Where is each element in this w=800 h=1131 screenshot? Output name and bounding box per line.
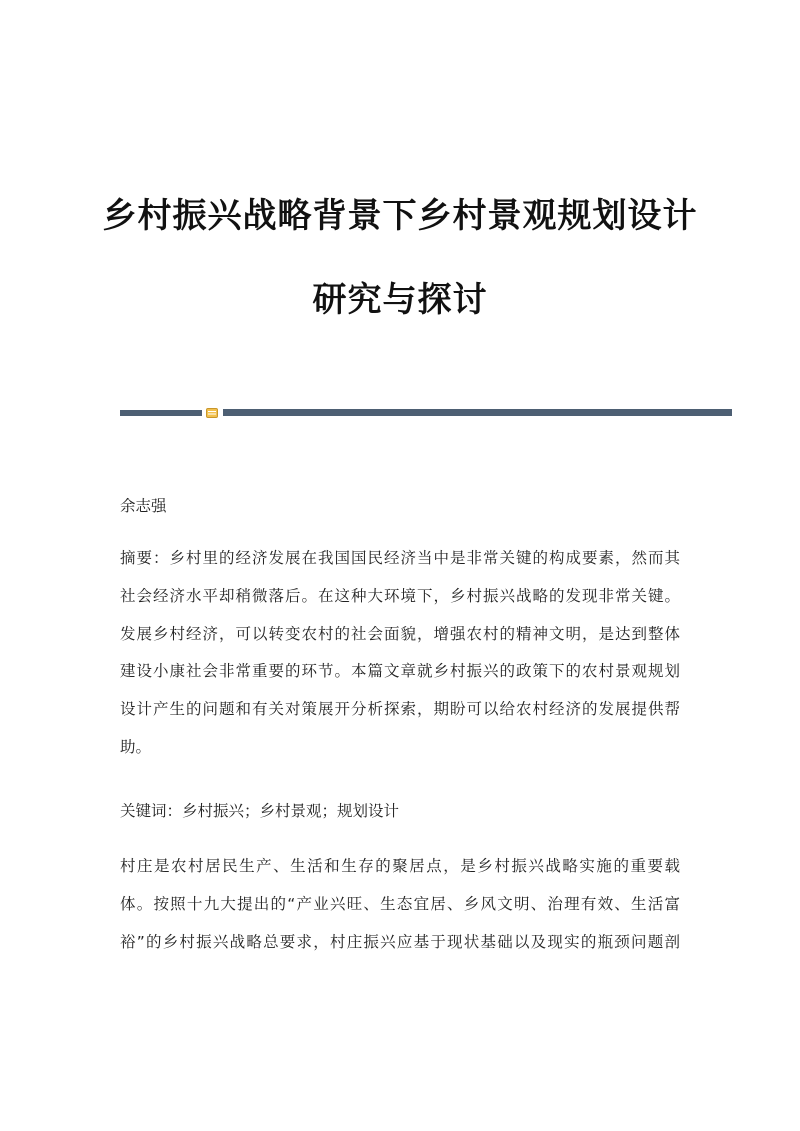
- abstract-line: 设计产生的问题和有关对策展开分析探索，期盼可以给农村经济的发展提供帮: [120, 700, 680, 719]
- abstract-line: 建设小康社会非常重要的环节。本篇文章就乡村振兴的政策下的农村景观规划: [120, 662, 680, 681]
- divider-bar-right: [223, 409, 732, 416]
- intro-line: 裕”的乡村振兴战略总要求，村庄振兴应基于现状基础以及现实的瓶颈问题剖: [120, 932, 680, 951]
- intro-paragraph: [120, 848, 680, 961]
- abstract-line: 社会经济水平却稍微落后。在这种大环境下，乡村振兴战略的发现非常关键。: [120, 586, 680, 605]
- intro-line: 村庄是农村居民生产、生活和生存的聚居点，是乡村振兴战略实施的重要载: [120, 857, 680, 875]
- title-divider: [120, 408, 732, 418]
- document-badge-icon: [206, 408, 218, 418]
- divider-bar-left: [120, 410, 202, 416]
- author-name: 余志强: [120, 497, 167, 515]
- intro-line: 体。按照十九大提出的“产业兴旺、生态宜居、乡风文明、治理有效、生活富: [120, 894, 680, 913]
- abstract-line: 助。: [120, 737, 152, 756]
- keywords-line: 关键词：乡村振兴；乡村景观；规划设计: [120, 802, 400, 820]
- document-title-line-2: 研究与探讨: [312, 280, 488, 320]
- document-title-line-1: 乡村振兴战略背景下乡村景观规划设计: [102, 196, 698, 236]
- abstract-paragraph: [120, 540, 680, 767]
- abstract-line: 发展乡村经济，可以转变农村的社会面貌，增强农村的精神文明，是达到整体: [120, 624, 680, 643]
- abstract-line: 摘要：乡村里的经济发展在我国国民经济当中是非常关键的构成要素，然而其: [120, 549, 680, 567]
